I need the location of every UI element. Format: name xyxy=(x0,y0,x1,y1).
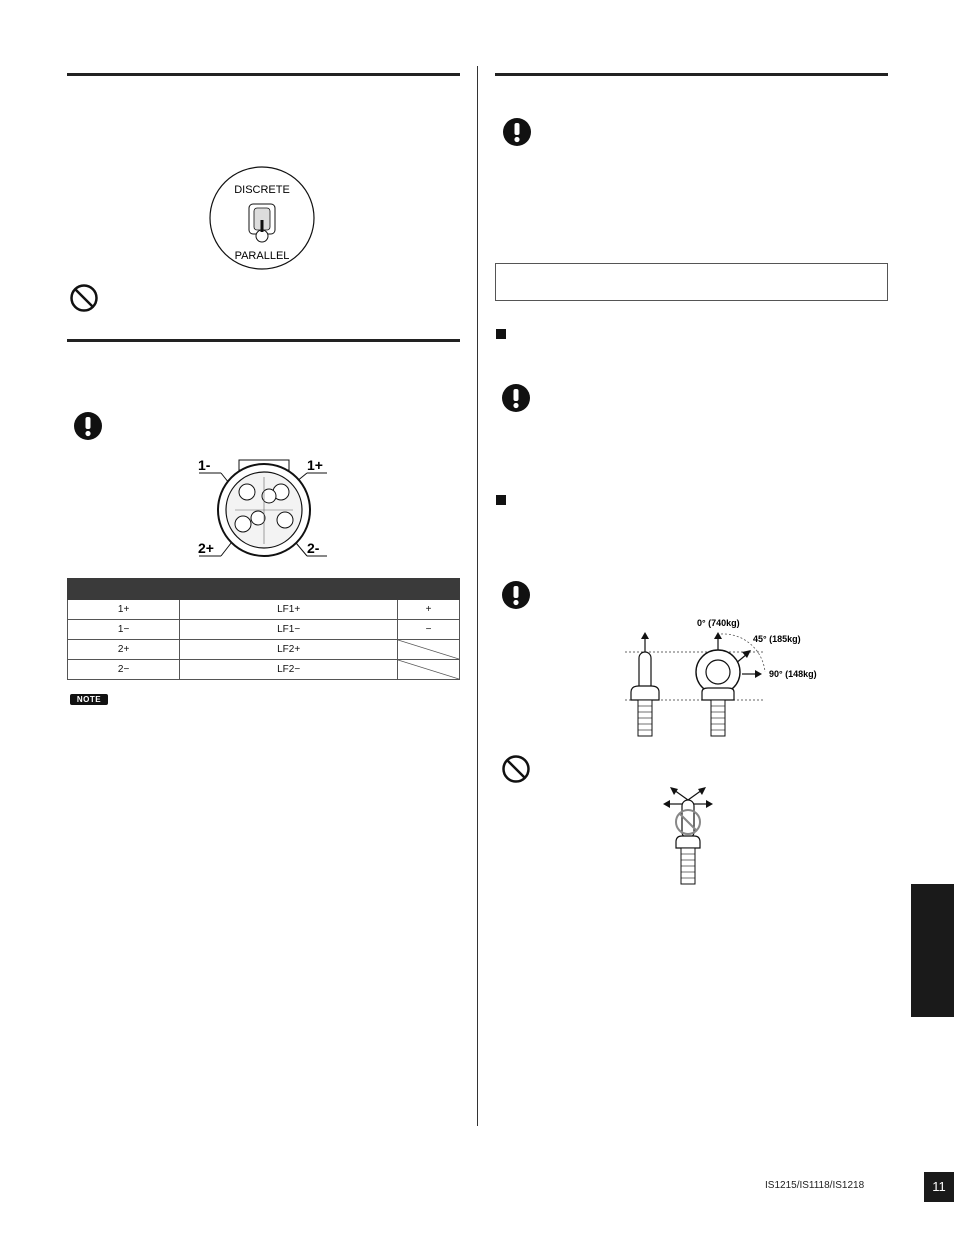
column-divider xyxy=(477,66,478,1126)
table-cell-empty xyxy=(398,640,460,660)
prohibition-icon xyxy=(501,754,531,789)
caution-exclamation-icon xyxy=(73,411,103,446)
model-number: IS1215/IS1118/IS1218 xyxy=(765,1180,865,1191)
table-cell: LF1− xyxy=(180,620,398,640)
left-top-rule xyxy=(67,73,460,76)
pin-assignment-table xyxy=(67,578,460,680)
note-badge: NOTE xyxy=(70,694,108,705)
discrete-parallel-switch xyxy=(209,166,317,275)
table-cell: LF2+ xyxy=(180,640,398,660)
section-bullet xyxy=(496,329,506,339)
pin-label-2-plus: 2+ xyxy=(198,540,214,556)
speakon-connector-diagram xyxy=(195,452,335,567)
table-cell: 1+ xyxy=(68,600,180,620)
left-mid-rule xyxy=(67,339,460,342)
table-row xyxy=(68,660,460,680)
boxed-notice xyxy=(495,263,888,301)
angle-45-label: 45° (185kg) xyxy=(753,634,801,644)
pin-label-2-minus: 2- xyxy=(307,540,320,556)
table-row xyxy=(68,620,460,640)
table-cell: 1− xyxy=(68,620,180,640)
table-cell: 2− xyxy=(68,660,180,680)
table-cell: − xyxy=(398,620,460,640)
table-row xyxy=(68,640,460,660)
table-header-cell xyxy=(398,579,460,600)
caution-exclamation-icon xyxy=(501,383,531,418)
language-side-tab xyxy=(911,884,954,1017)
table-header-row xyxy=(68,579,460,600)
switch-bottom-label: PARALLEL xyxy=(234,250,290,262)
table-cell-empty xyxy=(398,660,460,680)
page-number: 11 xyxy=(924,1172,954,1202)
angle-90-label: 90° (148kg) xyxy=(769,669,817,679)
right-top-rule xyxy=(495,73,888,76)
angle-0-label: 0° (740kg) xyxy=(697,618,740,628)
caution-exclamation-icon xyxy=(502,117,532,152)
prohibited-side-load-diagram xyxy=(660,786,716,891)
table-header-cell xyxy=(68,579,180,600)
table-cell: LF2− xyxy=(180,660,398,680)
table-cell: LF1+ xyxy=(180,600,398,620)
caution-exclamation-icon xyxy=(501,580,531,615)
table-row xyxy=(68,600,460,620)
switch-top-label: DISCRETE xyxy=(234,184,290,196)
section-bullet xyxy=(496,495,506,505)
table-cell: + xyxy=(398,600,460,620)
eyebolt-load-diagram xyxy=(625,612,840,747)
prohibition-icon xyxy=(69,283,99,318)
table-header-cell xyxy=(180,579,398,600)
pin-label-1-plus: 1+ xyxy=(307,457,323,473)
pin-label-1-minus: 1- xyxy=(198,457,211,473)
table-cell: 2+ xyxy=(68,640,180,660)
